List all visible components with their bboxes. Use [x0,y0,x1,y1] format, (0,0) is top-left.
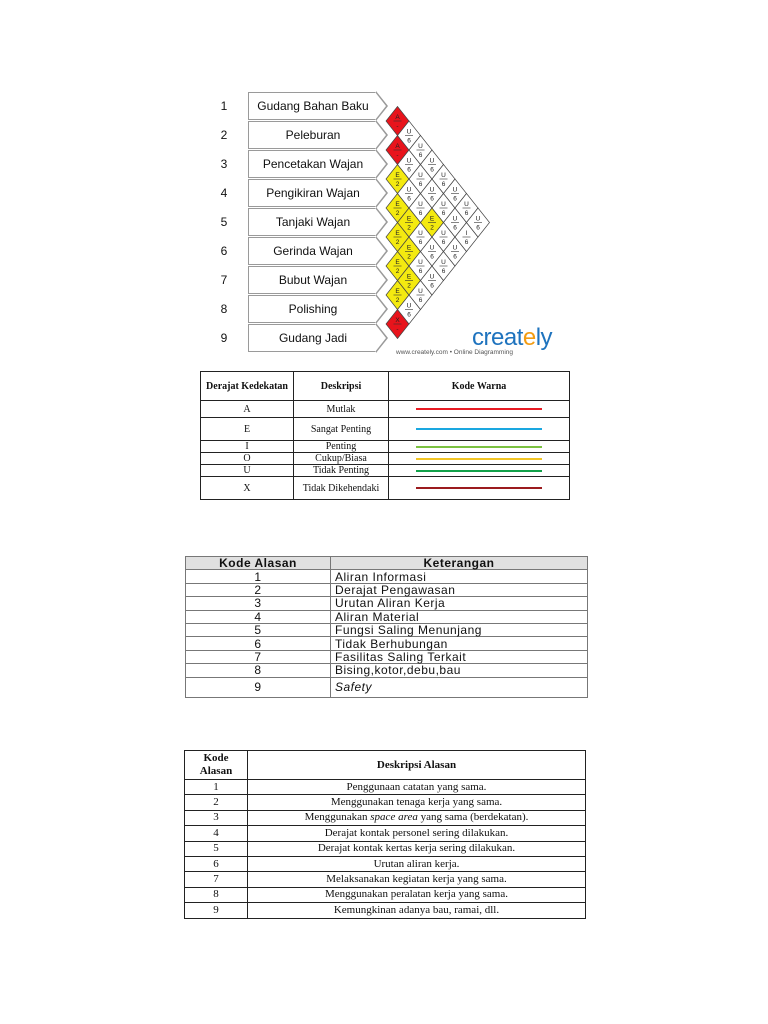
color-code-cell [389,465,570,477]
cell-rating: U [418,259,423,266]
cell-rating: U [441,201,446,208]
table-row [201,465,570,477]
cell-rating: U [418,172,423,179]
relationship-grid [210,88,570,358]
cell-reason: 2 [430,224,434,232]
closeness-description: Cukup/Biasa [294,453,389,465]
table-header-row [201,372,570,401]
color-swatch [416,446,542,448]
cell-rating: E [406,215,412,223]
reason-code: 9 [185,903,248,918]
activity-label: Peleburan [248,121,377,149]
cell-rating: I [465,230,468,237]
reason-code: 1 [185,780,248,795]
activity-number: 8 [220,302,228,316]
table-header-row [186,557,588,570]
cell-rating: U [418,201,423,208]
closeness-code: X [201,477,294,500]
color-swatch [416,487,542,489]
table-row [186,623,588,636]
cell-rating: E [395,230,400,237]
activity-label: Bubut Wajan [248,266,377,294]
reason-description: Kemungkinan adanya bau, ramai, dll. [248,903,586,918]
cell-reason: 2 [407,282,411,290]
activity-number: 4 [220,186,228,200]
cell-reason: 6 [407,311,411,319]
cell-reason: 2 [395,268,400,275]
cell-rating: U [441,172,446,179]
cell-reason: - [396,326,399,333]
cell-rating: A [395,114,400,121]
cell-rating: U [418,230,423,237]
creately-logo: creately [472,324,553,351]
cell-rating: E [395,172,400,179]
reason-description: Derajat kontak kertas kerja sering dilakukan. [248,841,586,856]
color-code-cell [389,441,570,453]
cell-reason: 6 [453,224,457,232]
activity-number: 1 [220,99,228,113]
table-row [185,841,586,856]
cell-reason: 2 [407,224,411,232]
reason-description: Menggunakan space area yang sama (berdekatan). [248,810,586,825]
cell-rating: A [395,143,400,150]
cell-reason: 6 [464,210,469,217]
table-row [186,637,588,650]
cell-rating: E [395,288,400,295]
reason-code: 8 [186,664,331,677]
activity-label: Pengikiran Wajan [248,179,377,207]
closeness-description: Tidak Dikehendaki [294,477,389,500]
table-row [201,441,570,453]
reason-code: 9 [186,677,331,697]
reason-description: Urutan Aliran Kerja [331,597,588,610]
table-row [186,650,588,663]
cell-reason: 6 [441,181,446,188]
reason-code: 4 [185,826,248,841]
cell-rating: E [395,259,400,266]
cell-reason: 6 [430,282,434,290]
reason-code: 5 [186,623,331,636]
cell-reason: 6 [418,210,423,217]
activity-label: Tanjaki Wajan [248,208,377,236]
activity-relationship-chart [210,88,570,358]
color-code-cell [389,401,570,418]
closeness-code: I [201,441,294,453]
cell-reason: 6 [476,224,480,232]
cell-rating: U [418,143,423,150]
cell-rating: U [452,244,458,252]
table-row [185,872,586,887]
cell-reason: 2 [395,297,400,304]
table-row [185,795,586,810]
cell-reason: 2 [407,253,411,261]
cell-reason: 6 [418,181,423,188]
table-header-row [185,751,586,780]
activity-label: Gudang Jadi [248,324,377,352]
reason-code: 7 [185,872,248,887]
reason-description: Derajat kontak personel sering dilakukan. [248,826,586,841]
cell-reason: 2 [395,210,400,217]
cell-reason: 6 [441,268,446,275]
cell-rating: U [441,230,446,237]
table-row [201,477,570,500]
cell-rating: X [395,317,400,324]
cell-reason: 6 [418,297,423,304]
cell-rating: U [429,244,435,252]
reason-description: Menggunakan tenaga kerja yang sama. [248,795,586,810]
closeness-description: Tidak Penting [294,465,389,477]
cell-rating: U [429,273,435,281]
table-row [186,664,588,677]
activity-label: Pencetakan Wajan [248,150,377,178]
reason-description: Aliran Material [331,610,588,623]
cell-reason: - [396,152,399,159]
reason-description: Penggunaan catatan yang sama. [248,780,586,795]
table-row [186,610,588,623]
table-row [185,887,586,902]
reason-code: 3 [185,810,248,825]
cell-reason: 6 [407,166,411,174]
cell-reason: 6 [441,239,446,246]
cell-reason: 6 [418,239,423,246]
cell-rating: U [441,259,446,266]
reason-description: Urutan aliran kerja. [248,856,586,871]
reason-code: 6 [186,637,331,650]
cell-rating: U [406,157,412,165]
cell-rating: U [452,215,458,223]
cell-reason: 2 [395,181,400,188]
cell-rating: U [475,215,481,223]
reason-description-table [184,750,586,919]
activity-label: Gerinda Wajan [248,237,377,265]
cell-rating: U [406,186,412,194]
activity-number: 5 [220,215,228,229]
cell-rating: U [406,128,412,136]
table-row [186,597,588,610]
reason-description: Bising,kotor,debu,bau [331,664,588,677]
reason-code: 3 [186,597,331,610]
header-reason-description: Deskripsi Alasan [248,751,586,780]
reason-description: Menggunakan peralatan kerja yang sama. [248,887,586,902]
reason-description: Fasilitas Saling Terkait [331,650,588,663]
activity-number: 6 [220,244,228,258]
reason-description: Aliran Informasi [331,570,588,583]
closeness-code: A [201,401,294,418]
activity-label: Gudang Bahan Baku [248,92,377,120]
color-code-cell [389,477,570,500]
color-code-cell [389,418,570,441]
reason-code: 7 [186,650,331,663]
reason-description: Fungsi Saling Menunjang [331,623,588,636]
color-swatch [416,458,542,460]
cell-reason: 6 [430,195,434,203]
activity-number: 7 [220,273,228,287]
table-row [186,677,588,697]
cell-reason: 6 [464,239,469,246]
cell-rating: U [464,201,469,208]
closeness-code: U [201,465,294,477]
cell-rating: U [429,157,435,165]
cell-reason: 6 [453,253,457,261]
cell-rating: E [406,244,412,252]
header-color-code: Kode Warna [389,372,570,401]
creately-tagline: www.creately.com • Online Diagramming [396,349,514,356]
color-swatch [416,428,542,430]
table-row [186,583,588,596]
cell-reason: 6 [441,210,446,217]
table-row [185,903,586,918]
table-row [201,401,570,418]
activity-number: 9 [220,331,228,345]
closeness-description: Mutlak [294,401,389,418]
reason-code: 2 [186,583,331,596]
color-code-cell [389,453,570,465]
cell-rating: E [406,273,412,281]
table-row [185,810,586,825]
cell-rating: E [395,201,400,208]
table-row [201,418,570,441]
cell-rating: U [418,288,423,295]
color-swatch [416,408,542,410]
reason-code: 2 [185,795,248,810]
reason-code: 4 [186,610,331,623]
cell-reason: 6 [430,253,434,261]
reason-code: 8 [185,887,248,902]
header-description: Keterangan [331,557,588,570]
cell-reason: 6 [418,152,423,159]
reason-description: Tidak Berhubungan [331,637,588,650]
reason-code: 5 [185,841,248,856]
table-row [185,856,586,871]
reason-description: Safety [331,677,588,697]
cell-rating: U [406,302,412,310]
closeness-description: Sangat Penting [294,418,389,441]
table-row [185,826,586,841]
reason-code: 1 [186,570,331,583]
activity-number: 3 [220,157,228,171]
header-reason-code: Kode Alasan [185,751,248,780]
activity-label: Polishing [248,295,377,323]
table-row [201,453,570,465]
closeness-rating-table [200,371,570,500]
header-closeness: Derajat Kedekatan [201,372,294,401]
header-description: Deskripsi [294,372,389,401]
cell-reason: 2 [395,239,400,246]
italic-term: space area [370,811,418,824]
reason-code-table [185,556,588,698]
cell-rating: U [452,186,458,194]
closeness-description: Penting [294,441,389,453]
cell-rating: E [429,215,435,223]
cell-rating: U [429,186,435,194]
reason-description: Derajat Pengawasan [331,583,588,596]
cell-reason: 6 [407,195,411,203]
table-row [186,570,588,583]
activity-number: 2 [220,128,228,142]
cell-reason: - [396,123,399,130]
header-reason-code: Kode Alasan [186,557,331,570]
color-swatch [416,470,542,472]
table-row [185,780,586,795]
cell-reason: 6 [407,137,411,145]
reason-description: Melaksanakan kegiatan kerja yang sama. [248,872,586,887]
cell-reason: 6 [430,166,434,174]
closeness-code: E [201,418,294,441]
reason-code: 6 [185,856,248,871]
cell-reason: 6 [453,195,457,203]
closeness-code: O [201,453,294,465]
cell-reason: 6 [418,268,423,275]
